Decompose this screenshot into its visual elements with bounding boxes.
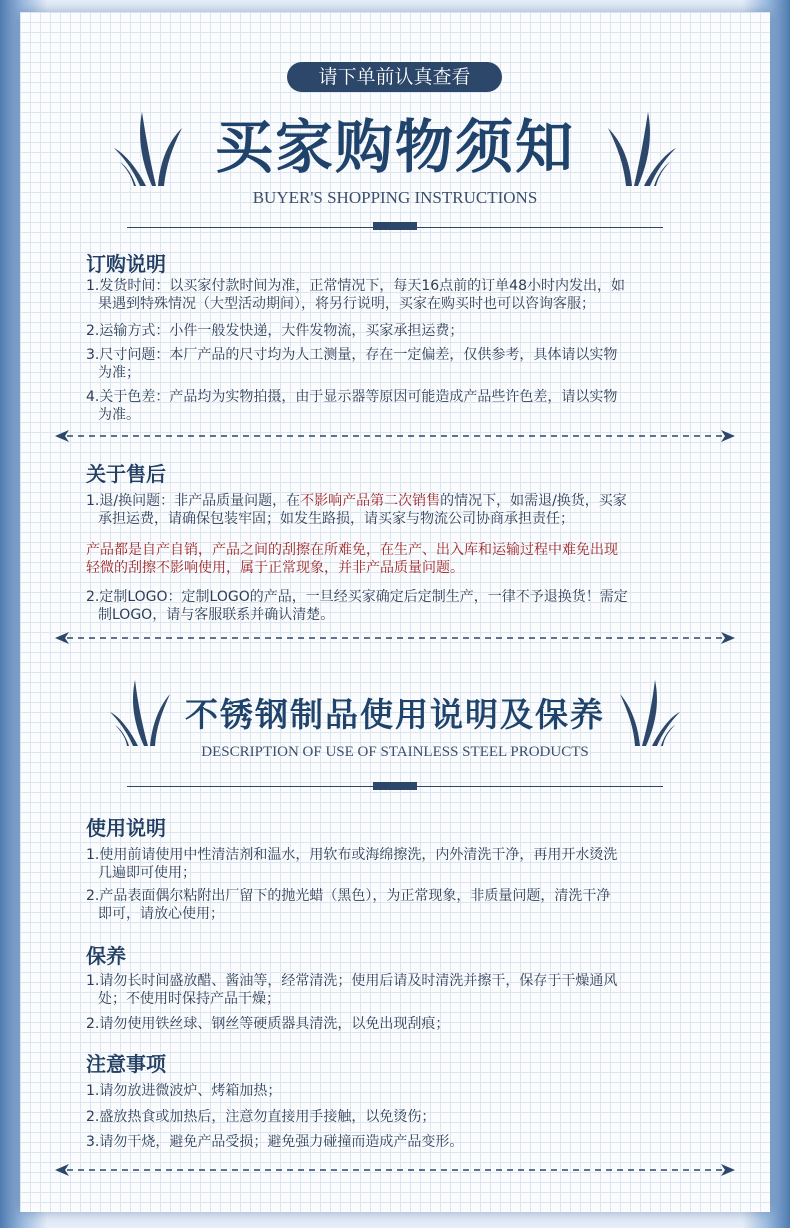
steel-title: 不锈钢制品使用说明及保养 [185, 695, 605, 734]
order-item-1: 1.发货时间：以买家付款时间为准，正常情况下，每天16点前的订单48小时内发出，如 果遇到特殊情况（大型活动期间），将另行说明，买家在购买时也可以咨询客服； [86, 278, 625, 312]
aftersale-notice: 产品都是自产自销，产品之间的刮擦在所难免，在生产、出入库和运输过程中难免出现 轻微的刮擦不影响使用，属于正常现象，并非产品质量问题。 [86, 542, 618, 576]
divider-line [127, 786, 663, 787]
arrow-divider [55, 1163, 735, 1177]
usage-item-1: 1.使用前请使用中性清洁剂和温水，用软布或海绵擦洗，内外清洗干净，再用开水烫洗 几遍即可使用； [86, 847, 618, 881]
usage-item-2: 2.产品表面偶尔粘附出厂留下的抛光蜡（黑色），为正常现象，非质量问题，清洗干净 即可，请放心使用； [86, 888, 611, 922]
order-item-4: 4.关于色差：产品均为实物拍摄，由于显示器等原因可能造成产品些许色差，请以实物 为准。 [86, 389, 618, 423]
divider-block [373, 222, 417, 230]
divider-line [127, 227, 663, 228]
section-title-aftersale: 关于售后 [86, 462, 166, 486]
reminder-pill: 请下单前认真查看 [287, 62, 502, 92]
section-title-order: 订购说明 [86, 252, 166, 276]
arrow-divider [55, 429, 735, 443]
caution-item-2: 2.盛放热食或加热后，注意勿直接用手接触，以免烫伤； [86, 1109, 436, 1125]
care-item-1: 1.请勿长时间盛放醋、酱油等，经常清洗；使用后请及时清洗并擦干，保存于干燥通风 处；不使用时保持产品干燥； [86, 973, 618, 1007]
care-item-2: 2.请勿使用铁丝球、钢丝等硬质器具清洗，以免出现刮痕； [86, 1016, 450, 1032]
steel-subtitle: DESCRIPTION OF USE OF STAINLESS STEEL PRODUCTS [201, 744, 589, 760]
caution-item-3: 3.请勿干烧，避免产品受损；避免强力碰撞而造成产品变形。 [86, 1134, 464, 1150]
order-item-3: 3.尺寸问题：本厂产品的尺寸均为人工测量，存在一定偏差，仅供参考，具体请以实物 为准； [86, 347, 618, 381]
section-title-care: 保养 [86, 944, 126, 968]
caution-item-1: 1.请勿放进微波炉、烤箱加热； [86, 1083, 282, 1099]
section-title-usage: 使用说明 [86, 816, 166, 840]
section-title-caution: 注意事项 [86, 1052, 166, 1076]
arrow-divider [55, 631, 735, 645]
aftersale-item-1: 1.退/换问题：非产品质量问题，在不影响产品第二次销售的情况下，如需退/换货，买家 承担运费，请确保包装牢固；如发生路损，请买家与物流公司协商承担责任； [86, 493, 627, 527]
main-subtitle: BUYER'S SHOPPING INSTRUCTIONS [252, 188, 538, 207]
main-title: 买家购物须知 [214, 113, 575, 181]
aftersale-item-2: 2.定制LOGO：定制LOGO的产品，一旦经买家确定后定制生产，一律不予退换货！需定 制LOGO，请与客服联系并确认清楚。 [86, 589, 628, 623]
order-item-2: 2.运输方式：小件一般发快递，大件发物流，买家承担运费； [86, 323, 464, 339]
